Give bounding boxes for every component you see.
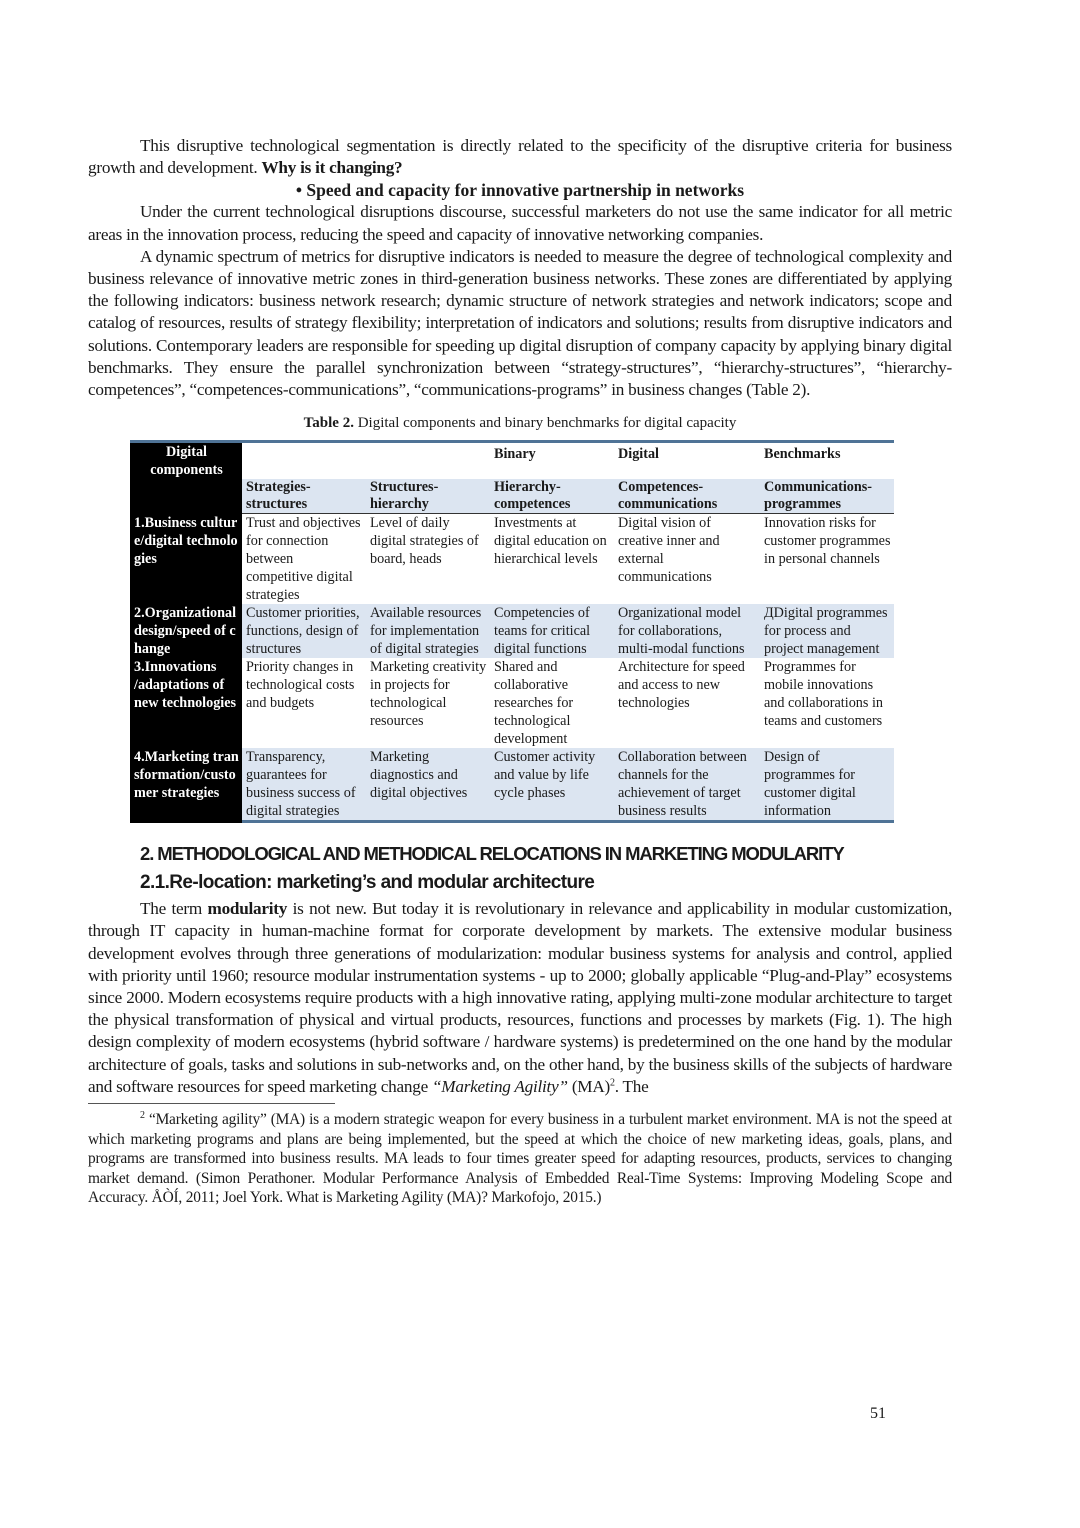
ma-abbrev: (MA) — [567, 1076, 610, 1096]
table-cell: Priority changes in technological costs and budgets — [246, 659, 355, 712]
table-cell: Investments at digital education on hierarchical levels — [494, 515, 607, 568]
footnote — [88, 1110, 952, 1208]
table-cell: Innovation risks for customer programmes in personal channels — [764, 515, 891, 568]
table-cell: Architecture for speed and access to new technologies — [618, 659, 745, 712]
footnote-number: 2 — [140, 1109, 145, 1121]
table-cell: Digital vision of creative inner and external communications — [618, 515, 720, 586]
table-cell: Collaboration between channels for the achievement of target business results — [614, 748, 760, 822]
row-label: 3.Innovations /adaptations of new technologies — [130, 658, 242, 748]
top-header: Binary — [490, 442, 614, 480]
paragraph-modularity — [88, 898, 952, 1098]
digital-components-table — [130, 440, 894, 823]
modularity-lead: The term — [140, 899, 208, 919]
table-row — [130, 514, 894, 605]
modularity-term: modularity — [207, 899, 288, 919]
column-header: Structures-hierarchy — [366, 479, 490, 514]
table-cell: Customer priorities, functions, design of structures — [242, 604, 366, 658]
table-cell: Shared and collaborative researches for technological development — [494, 659, 574, 748]
row-label: 4.Marketing transformation/customer strategies — [130, 748, 242, 822]
row-label: 2.Organizational design/speed of change — [130, 604, 242, 658]
modularity-end: . The — [614, 1076, 649, 1096]
footnote-divider — [88, 1103, 335, 1104]
table-cell: Marketing creativity in projects for technological resources — [370, 659, 487, 730]
row-label: 1.Business culture/digital technologies — [130, 514, 242, 605]
footnote-text: “Marketing agility” (MA) is a modern strategic weapon for every business in a turbulent market environment. MA is not the speed at which marketing programs and plans are being implemented, but the speed at which the choice of new marketing ideas, goals, plans, and programs are transformed into business results. MA leads to four times greater speed for adapting resources, products, services to changing market demand. (Simon Perathoner. Modular Performance Analysis of Embedded Real-Time Systems: Improving Modeling Scope and Accuracy. ÅÒÍ, 2011; Joel York. What is Marketing Agility (MA)? Markofojo, 2015.) — [88, 1111, 952, 1207]
top-header — [242, 442, 366, 480]
intro-question: Why is it changing? — [261, 158, 403, 178]
table-caption-label: Table 2. — [303, 415, 354, 432]
paragraph-metrics: A dynamic spectrum of metrics for disruptive indicators is needed to measure the degree of technological complexity and business relevance of innovative metric zones in third-generation business networks. These zones are differentiated by applying the following indicators: business network research; dynamic structure of network strategies and network indicators; scope and catalog of resources, results of strategy flexibility; interpretation of indicators and solutions; results from disruptive indicators and solutions. Contemporary leaders are responsible for speeding up digital disruption of company capacity by applying binary digital benchmarks. They ensure the parallel synchronization between “strategy-structures”, “hierarchy-structures”, “hierarchy-competences”, “competences-communications”, “communications-programs” in business changes (Table 2). — [88, 246, 952, 400]
intro-text: This disruptive technological segmentation is directly related to the specificity of the disruptive criteria for business growth and development. — [88, 136, 952, 178]
corner-header: Digital components — [130, 442, 242, 514]
subsection-heading: 2.1.Re-location: marketing’s and modular architecture — [140, 872, 595, 894]
table-cell: Design of programmes for customer digital information — [760, 748, 894, 822]
table-cell: Available resources for implementation of digital strategies — [366, 604, 490, 658]
table-cell: Level of daily digital strategies of board, heads — [370, 515, 479, 568]
table-cell: Trust and objectives for connection between competitive digital strategies — [246, 515, 361, 604]
page-number: 51 — [870, 1405, 886, 1422]
table-cell: Marketing diagnostics and digital objectives — [366, 748, 490, 822]
paragraph-intro — [88, 135, 952, 179]
table-row — [130, 658, 894, 748]
column-header: Competences-communications — [614, 479, 760, 514]
table-cell: Competencies of teams for critical digital functions — [490, 604, 614, 658]
column-header: Strategies-structures — [242, 479, 366, 514]
marketing-agility-term: “Marketing Agility” — [432, 1076, 568, 1096]
top-header: Digital — [614, 442, 760, 480]
table-caption — [88, 414, 952, 432]
section-heading: 2. METHODOLOGICAL AND METHODICAL RELOCATIONS IN MARKETING MODULARITY — [140, 843, 844, 865]
table-cell: ДDigital programmes for process and project management — [760, 604, 894, 658]
footnote-reference[interactable]: 2 — [609, 1077, 615, 1089]
column-header: Hierarchy-competences — [490, 479, 614, 514]
table-cell: Transparency, guarantees for business success of digital strategies — [242, 748, 366, 822]
table-column-header-row — [130, 479, 894, 514]
table-cell: Organizational model for collaborations, multi-modal functions — [614, 604, 760, 658]
table-row — [130, 748, 894, 822]
document-page — [88, 135, 952, 1208]
table-cell: Programmes for mobile innovations and collaborations in teams and customers — [764, 659, 883, 730]
paragraph-marketers: Under the current technological disruptions discourse, successful marketers do not use the same indicator for all metric areas in the innovation process, reducing the speed and capacity of innovative networking companies. — [88, 202, 952, 244]
table-cell: Customer activity and value by life cycle phases — [490, 748, 614, 822]
column-header: Communications-programmes — [760, 479, 894, 514]
top-header: Benchmarks — [760, 442, 894, 480]
bullet-heading: • Speed and capacity for innovative partnership in networks — [295, 180, 745, 201]
table-caption-text: Digital components and binary benchmarks for digital capacity — [353, 415, 737, 432]
table-row — [130, 604, 894, 658]
modularity-text: is not new. But today it is revolutionary in relevance and applicability in modular customization, through IT capacity in human-machine format for corporate development by markets. The extensive modular business development evolves through three generations of modularization: modular business systems for analysis and control, applied with priority until 1960; resource modular instrumentation systems - up to 2000; globally applicable “Plug-and-Play” ecosystems since 2000. Modern ecosystems require products with a high innovative rating, applying multi-zone modular architecture to target the physical transformation of physical and virtual products, resources, functions and processes by markets (Fig. 1). The high design complexity of modern ecosystems (hybrid software / hardware systems) is predetermined on the one hand by the modular architecture of goals, tasks and solutions in sub-networks and, on the other hand, by the business skills of the subjects of hardware and software resources for speed marketing change — [88, 899, 953, 1096]
top-header — [366, 442, 490, 480]
table-header-row-top — [130, 442, 894, 480]
